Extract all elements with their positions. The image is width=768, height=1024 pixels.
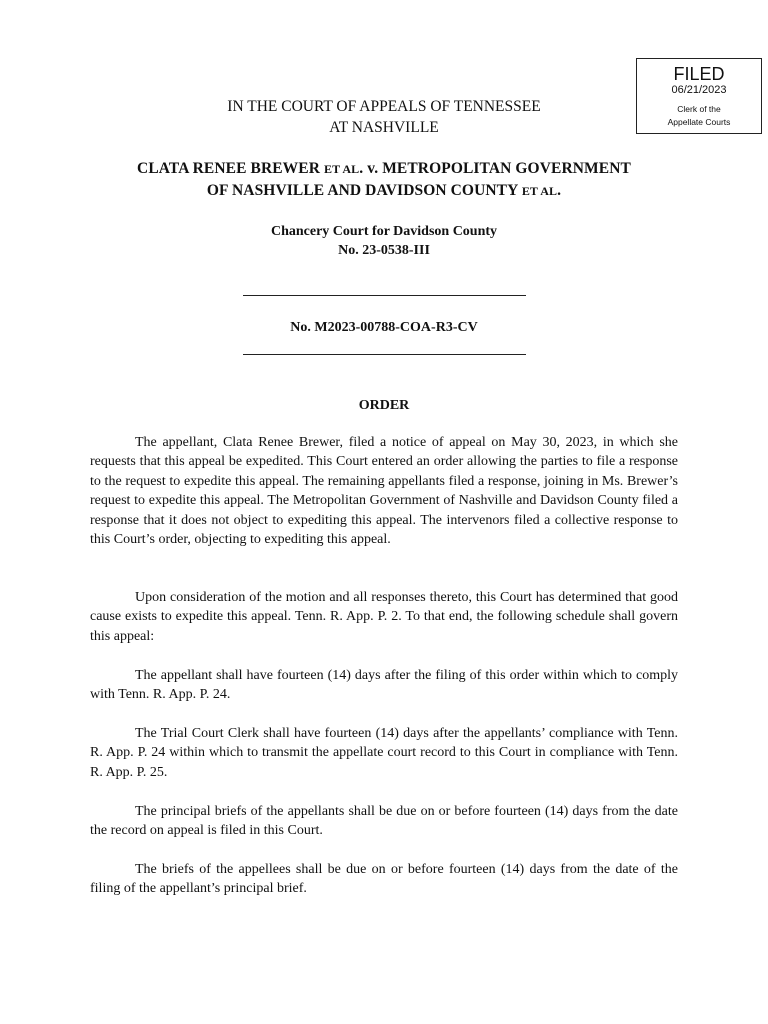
lower-court-name: Chancery Court for Davidson County — [270, 224, 498, 239]
court-title — [0, 96, 768, 138]
filed-clerk-line2: Appellate Courts — [667, 117, 731, 127]
lower-court — [0, 222, 768, 260]
case-caption-line2 — [0, 180, 768, 202]
caption-part: OF NASHVILLE AND DAVIDSON COUNTY — [206, 182, 522, 199]
caption-et-al: ET AL — [521, 184, 558, 198]
body-paragraph: The Trial Court Clerk shall have fourteen (14) days after the appellants’ compliance with Tenn. R. App. P. 24 within which to transmit the appellate court record to this Court in compliance with Tenn. R. App. P. 25. — [90, 726, 678, 780]
caption-part: . — [557, 182, 562, 199]
caption-et-al: ET AL — [323, 162, 360, 176]
body-paragraph: The principal briefs of the appellants shall be due on or before fourteen (14) days from the date the record on appeal is filed in this Court. — [90, 804, 678, 839]
docket-number: No. M2023-00788-COA-R3-CV — [290, 320, 478, 335]
filed-clerk-line1: Clerk of the — [677, 104, 721, 114]
filed-date: 06/21/2023 — [671, 84, 727, 96]
body-paragraph: The appellant, Clata Renee Brewer, filed a notice of appeal on May 30, 2023, in which she requests that this appeal be expedited. This Court entered an order allowing the parties to file a response to the request to expedite this appeal. The remaining appellants filed a response, joining in Ms. Brewer’s request to expedite this appeal. The Metropolitan Government of Nashville and Davidson County filed a response that it does not object to expediting this appeal. The intervenors filed a collective response to this Court’s order, objecting to expediting this appeal. — [90, 435, 678, 548]
divider-top — [243, 295, 526, 296]
caption-part: CLATA RENEE BREWER — [137, 160, 324, 177]
body-paragraph: The briefs of the appellees shall be due on or before fourteen (14) days from the date of the filing of the appellant’s principal brief. — [90, 862, 678, 897]
case-caption — [0, 158, 768, 202]
caption-part: . v. METROPOLITAN GOVERNMENT — [359, 160, 631, 177]
case-caption-line1 — [0, 158, 768, 180]
court-title-line2: AT NASHVILLE — [329, 119, 439, 136]
order-heading: ORDER — [358, 398, 410, 413]
lower-court-number: No. 23-0538-III — [338, 243, 430, 258]
divider-bottom — [243, 354, 526, 355]
court-title-line1: IN THE COURT OF APPEALS OF TENNESSEE — [227, 98, 541, 115]
filed-word: FILED — [673, 64, 725, 84]
body-paragraph: Upon consideration of the motion and all responses thereto, this Court has determined that good cause exists to expedite this appeal. Tenn. R. App. P. 2. To that end, the following schedule shall govern this appeal: — [90, 590, 678, 644]
body-paragraph: The appellant shall have fourteen (14) days after the filing of this order within which to comply with Tenn. R. App. P. 24. — [90, 668, 678, 703]
